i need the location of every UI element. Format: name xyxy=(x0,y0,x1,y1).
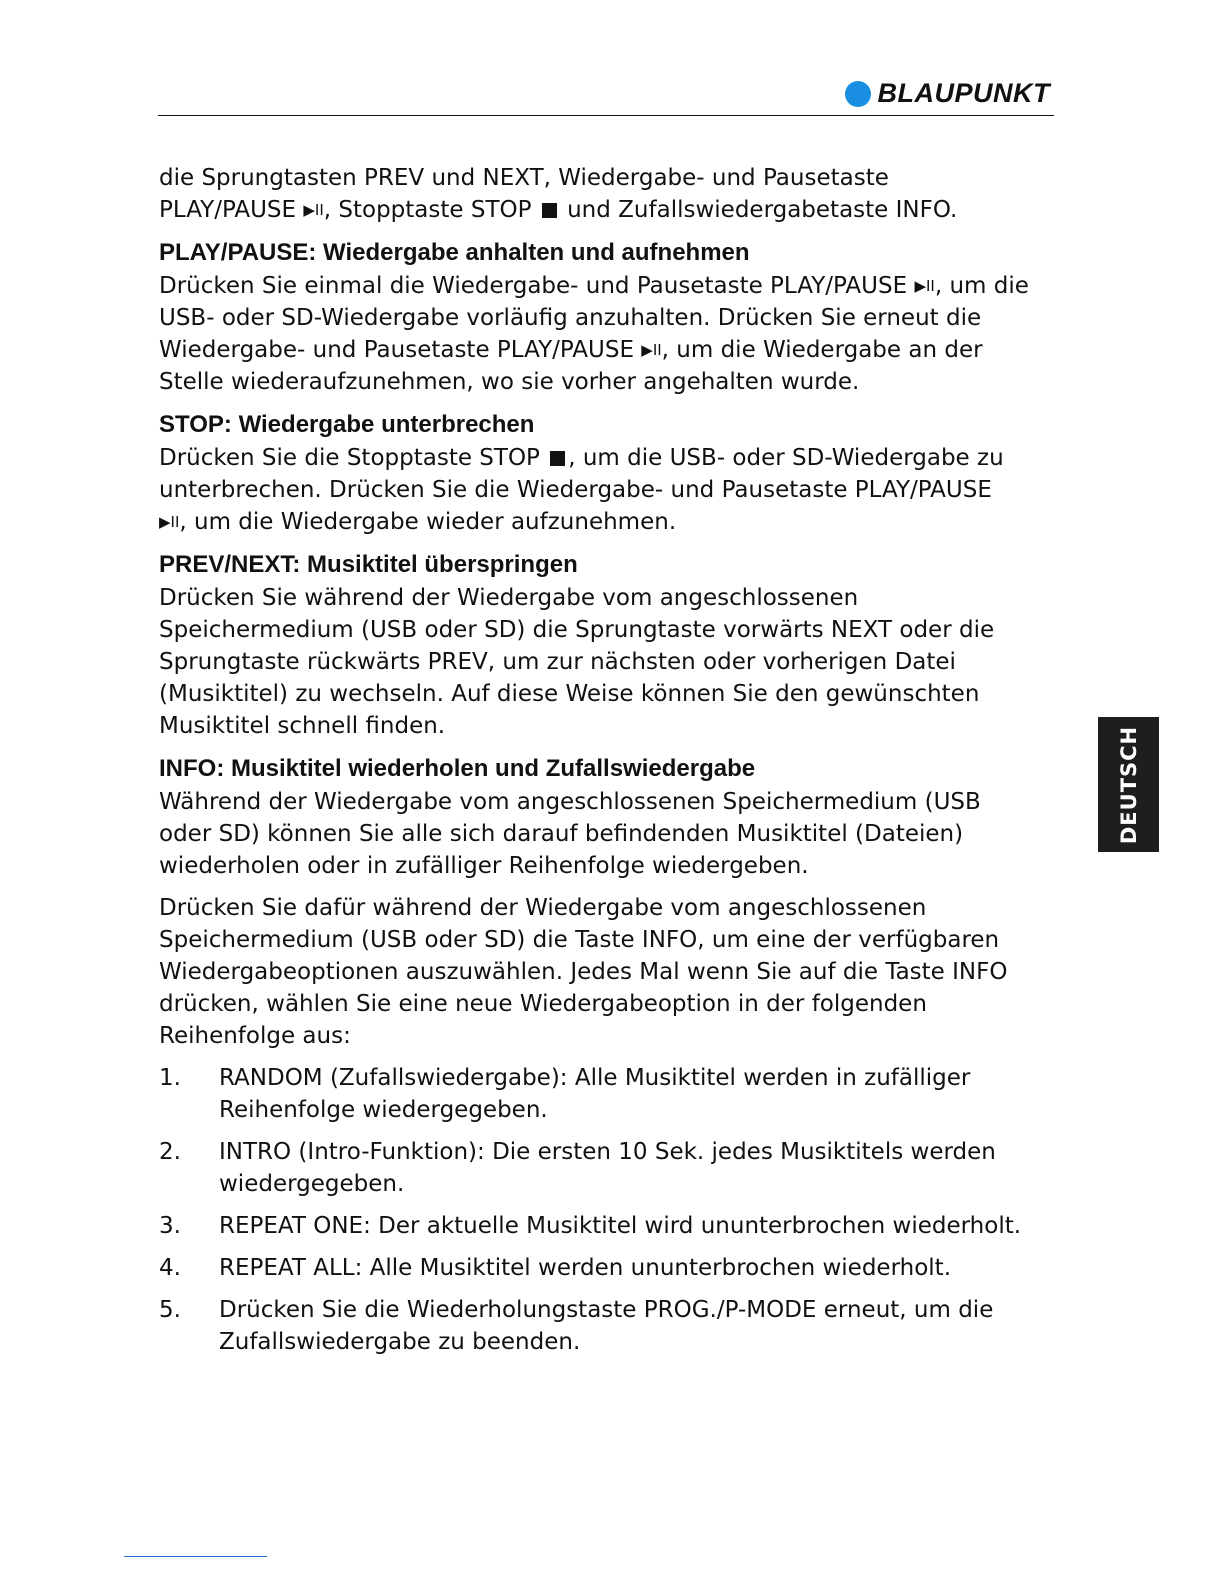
intro-text-c: und Zufallswiedergabetaste INFO. xyxy=(559,197,958,223)
heading-text: Wiedergabe unterbrechen xyxy=(231,411,535,438)
play-pause-icon: ▶II xyxy=(641,341,662,359)
list-item-number: 5. xyxy=(159,1297,181,1323)
section-text-info-2: Drücken Sie dafür während der Wiedergabe vom angeschlossenen Speichermedium (USB oder SD) die Taste INFO, um eine der verfügbaren Wiedergabeoptionen auszuwählen. Jedes Mal wenn Sie auf die Taste INFO drücken, wählen Sie eine neue Wiedergabeoption in der folgenden Reihenfolge aus: xyxy=(159,895,1008,1049)
play-pause-icon: ▶II xyxy=(159,513,180,531)
list-item xyxy=(159,1252,1039,1284)
intro-text-b: , Stopptaste STOP xyxy=(323,197,539,223)
language-tab xyxy=(1098,717,1159,852)
list-item-number: 2. xyxy=(159,1139,181,1165)
intro-text-a: PLAY/PAUSE xyxy=(159,197,304,223)
section-heading-info xyxy=(159,754,1039,784)
list-item-text: Drücken Sie die Wiederholungstaste PROG./P-MODE erneut, um die Zufallswiedergabe zu beenden. xyxy=(219,1297,994,1355)
language-tab-label: DEUTSCH xyxy=(1116,725,1141,844)
section-heading-play-pause xyxy=(159,238,1039,268)
intro-paragraph xyxy=(159,162,1039,226)
paragraph-text: , um die USB- oder SD-Wiedergabe vorläufig anzuhalten. Drücken Sie erneut die Wiedergabe- und Pausetaste PLAY/PAUSE xyxy=(159,273,1029,363)
section-prev-next xyxy=(159,550,1039,742)
footer-divider xyxy=(124,1556,267,1557)
list-item-number: 1. xyxy=(159,1065,181,1091)
section-info xyxy=(159,754,1039,1358)
paragraph-text: , um die Wiedergabe an der Stelle wiederaufzunehmen, wo sie vorher angehalten wurde. xyxy=(159,337,983,395)
heading-prefix: STOP: xyxy=(159,411,232,438)
document-body xyxy=(159,162,1039,1370)
playback-options-list xyxy=(159,1062,1039,1358)
section-stop xyxy=(159,410,1039,538)
paragraph-text: Drücken Sie einmal die Wiedergabe- und Pausetaste PLAY/PAUSE xyxy=(159,273,915,299)
heading-text: Musiktitel überspringen xyxy=(300,551,578,578)
brand-name: BLAUPUNKT xyxy=(877,78,1050,108)
section-heading-stop xyxy=(159,410,1039,440)
paragraph-text: , um die USB- oder SD-Wiedergabe zu unterbrechen. Drücken Sie die Wiedergabe- und Pausetaste PLAY/PAUSE xyxy=(159,445,1004,503)
section-heading-prev-next xyxy=(159,550,1039,580)
intro-line-1: die Sprungtasten PREV und NEXT, Wiedergabe- und Pausetaste xyxy=(159,165,889,191)
list-item xyxy=(159,1294,1039,1358)
list-item-text: REPEAT ALL: Alle Musiktitel werden ununterbrochen wiederholt. xyxy=(219,1255,952,1281)
play-pause-icon: ▶II xyxy=(303,201,324,219)
section-text-stop xyxy=(159,442,1039,538)
brand-dot-icon xyxy=(845,81,871,107)
section-text-play-pause xyxy=(159,270,1039,398)
heading-prefix: PREV/NEXT: xyxy=(159,551,301,578)
section-play-pause xyxy=(159,238,1039,398)
list-item xyxy=(159,1062,1039,1126)
list-item xyxy=(159,1210,1039,1242)
page-header xyxy=(158,70,1054,116)
play-pause-icon: ▶II xyxy=(914,277,935,295)
heading-prefix: INFO: xyxy=(159,755,225,782)
list-item-number: 3. xyxy=(159,1213,181,1239)
list-item-text: RANDOM (Zufallswiedergabe): Alle Musiktitel werden in zufälliger Reihenfolge wiedergegeben. xyxy=(219,1065,971,1123)
section-text-prev-next: Drücken Sie während der Wiedergabe vom angeschlossenen Speichermedium (USB oder SD) die Sprungtaste vorwärts NEXT oder die Sprungtaste rückwärts PREV, um zur nächsten oder vorherigen Datei (Musiktitel) zu wechseln. Auf diese Weise können Sie den gewünschten Musiktitel schnell finden. xyxy=(159,585,995,739)
paragraph-text: Drücken Sie die Stopptaste STOP xyxy=(159,445,548,471)
paragraph-text: , um die Wiedergabe wieder aufzunehmen. xyxy=(179,509,677,535)
list-item xyxy=(159,1136,1039,1200)
stop-icon xyxy=(550,451,565,466)
list-item-number: 4. xyxy=(159,1255,181,1281)
stop-icon xyxy=(542,203,557,218)
heading-prefix: PLAY/PAUSE: xyxy=(159,239,317,266)
brand-logo xyxy=(845,78,1051,109)
section-text-info-1: Während der Wiedergabe vom angeschlossenen Speichermedium (USB oder SD) können Sie alle sich darauf befindenden Musiktitel (Dateien) wiederholen oder in zufälliger Reihenfolge wiedergeben. xyxy=(159,789,981,879)
list-item-text: REPEAT ONE: Der aktuelle Musiktitel wird ununterbrochen wiederholt. xyxy=(219,1213,1022,1239)
heading-text: Wiedergabe anhalten und aufnehmen xyxy=(316,239,750,266)
heading-text: Musiktitel wiederholen und Zufallswiedergabe xyxy=(224,755,756,782)
list-item-text: INTRO (Intro-Funktion): Die ersten 10 Sek. jedes Musiktitels werden wiedergegeben. xyxy=(219,1139,996,1197)
